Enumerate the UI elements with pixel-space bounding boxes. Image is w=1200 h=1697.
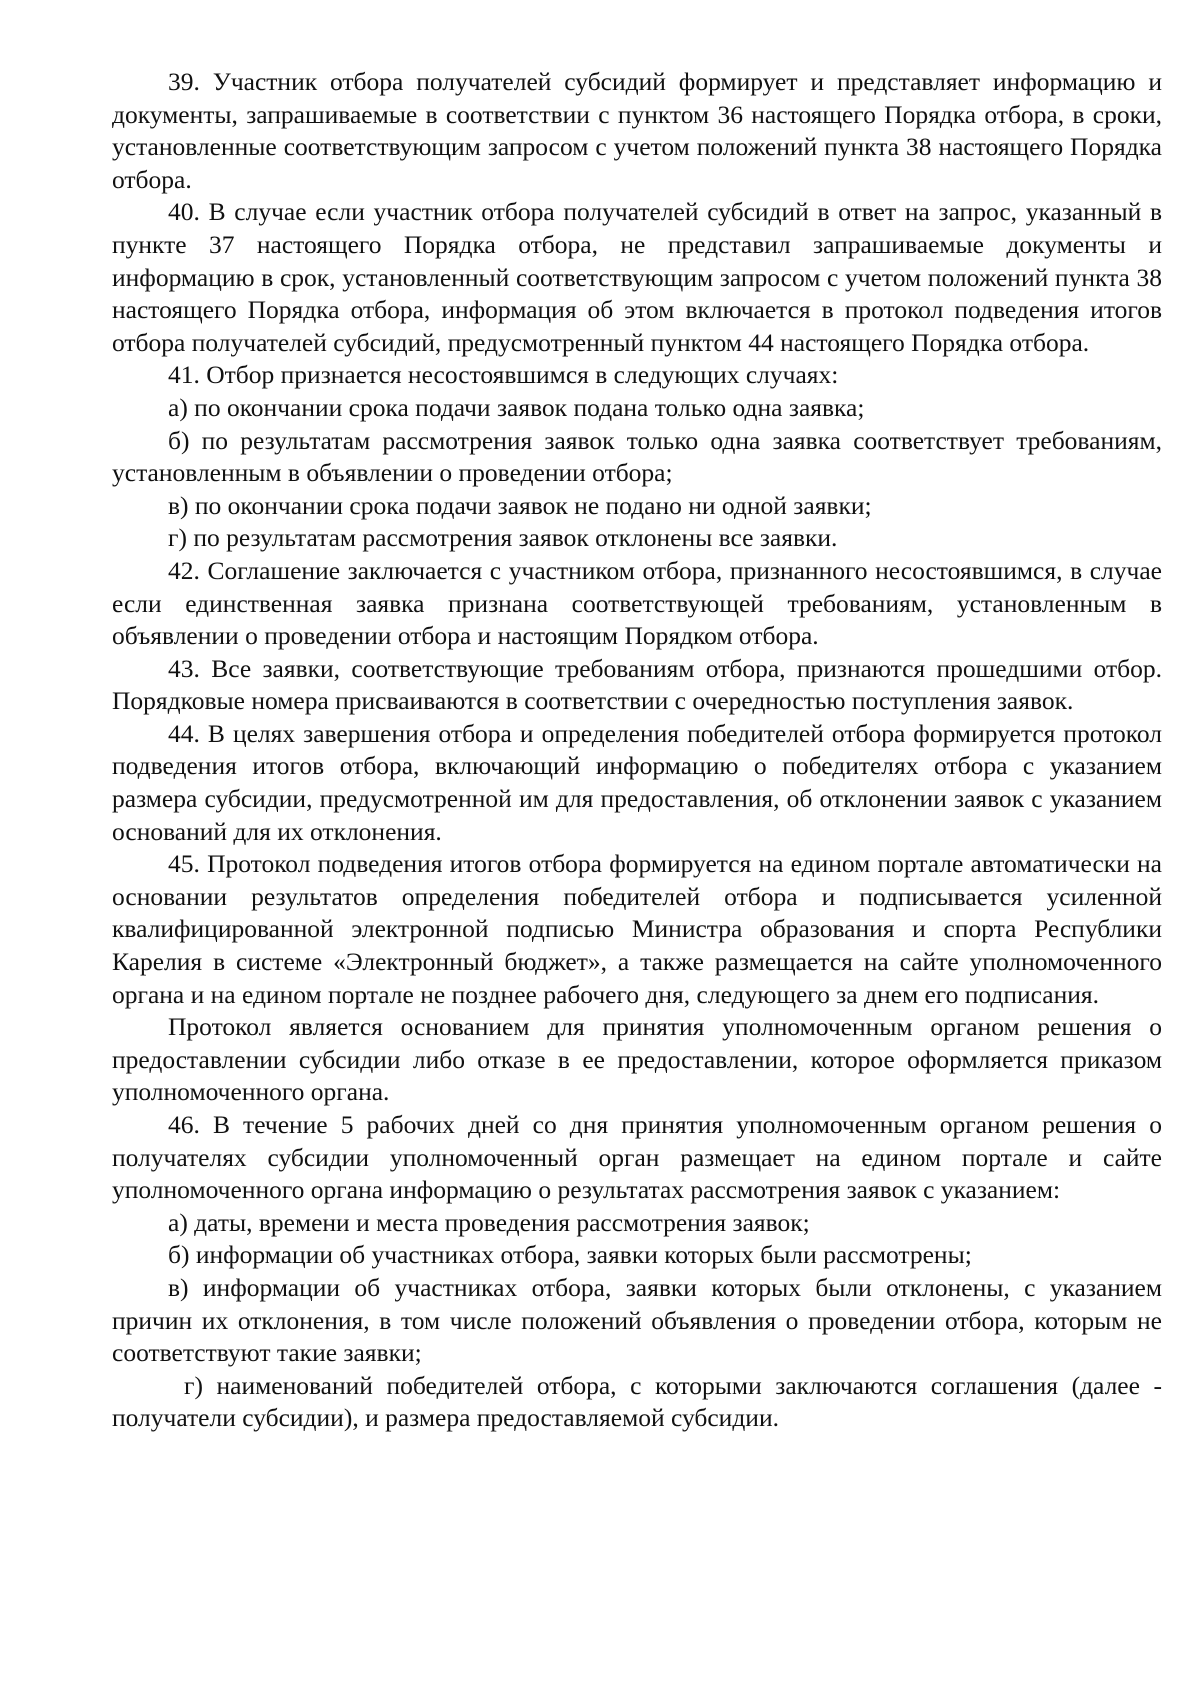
paragraph-45-protocol: Протокол является основанием для принятия уполномоченным органом решения о предоставлении субсидии либо отказе в ее предоставлении, которое оформляется приказом уполномоченного органа. bbox=[112, 1012, 1162, 1107]
paragraph-39: 39. Участник отбора получателей субсидий формирует и представляет информацию и документы, запрашиваемые в соответствии с пунктом 36 настоящего Порядка отбора, в сроки, установленные соответствующим запросом с учетом положений пункта 38 настоящего Порядка отбора. bbox=[112, 67, 1162, 194]
paragraph-46-item-v: в) информации об участниках отбора, заявки которых были отклонены, с указанием причин их отклонения, в том числе положений объявления о проведении отбора, которым не соответствуют такие заявки; bbox=[112, 1272, 1162, 1368]
paragraph-41-item-v: в) по окончании срока подачи заявок не подано ни одной заявки; bbox=[168, 490, 872, 520]
paragraph-41: 41. Отбор признается несостоявшимся в следующих случаях: bbox=[168, 360, 839, 390]
paragraph-42: 42. Соглашение заключается с участником отбора, признанного несостоявшимся, в случае если единственная заявка признана соответствующей требованиям, установленным в объявлении о проведении отбора и настоящим Порядком отбора. bbox=[112, 555, 1162, 651]
paragraph-44: 44. В целях завершения отбора и определения победителей отбора формируется протокол подведения итогов отбора, включающий информацию о победителях отбора с указанием размера субсидии, предусмотренной им для предоставления, об отклонении заявок с указанием оснований для их отклонения. bbox=[112, 718, 1162, 846]
paragraph-41-item-a: а) по окончании срока подачи заявок подана только одна заявка; bbox=[168, 392, 865, 422]
paragraph-41-item-g: г) по результатам рассмотрения заявок отклонены все заявки. bbox=[168, 523, 838, 553]
paragraph-43: 43. Все заявки, соответствующие требованиям отбора, признаются прошедшими отбор. Порядковые номера присваиваются в соответствии с очередностью поступления заявок. bbox=[112, 653, 1162, 716]
paragraph-46-item-b: б) информации об участниках отбора, заявки которых были рассмотрены; bbox=[168, 1240, 972, 1270]
paragraph-46-item-g: г) наименований победителей отбора, с которыми заключаются соглашения (далее - получатели субсидии), и размера предоставляемой субсидии. bbox=[112, 1370, 1162, 1433]
paragraph-46-item-a: а) даты, времени и места проведения рассмотрения заявок; bbox=[168, 1207, 810, 1237]
paragraph-41-item-b: б) по результатам рассмотрения заявок только одна заявка соответствует требованиям, установленным в объявлении о проведении отбора; bbox=[112, 425, 1162, 488]
document-page bbox=[112, 66, 1162, 1435]
paragraph-40: 40. В случае если участник отбора получателей субсидий в ответ на запрос, указанный в пункте 37 настоящего Порядка отбора, не представил запрашиваемые документы и информацию в срок, установленный соответствующим запросом с учетом положений пункта 38 настоящего Порядка отбора, информация об этом включается в протокол подведения итогов отбора получателей субсидий, предусмотренный пунктом 44 настоящего Порядка отбора. bbox=[112, 197, 1162, 357]
paragraph-46: 46. В течение 5 рабочих дней со дня принятия уполномоченным органом решения о получателях субсидии уполномоченный орган размещает на едином портале и сайте уполномоченного органа информацию о результатах рассмотрения заявок с указанием: bbox=[112, 1110, 1162, 1205]
paragraph-45: 45. Протокол подведения итогов отбора формируется на едином портале автоматически на основании результатов определения победителей отбора и подписывается усиленной квалифицированной электронной подписью Министра образования и спорта Республики Карелия в системе «Электронный бюджет», а также размещается на сайте уполномоченного органа и на едином портале не позднее рабочего дня, следующего за днем его подписания. bbox=[112, 849, 1162, 1009]
